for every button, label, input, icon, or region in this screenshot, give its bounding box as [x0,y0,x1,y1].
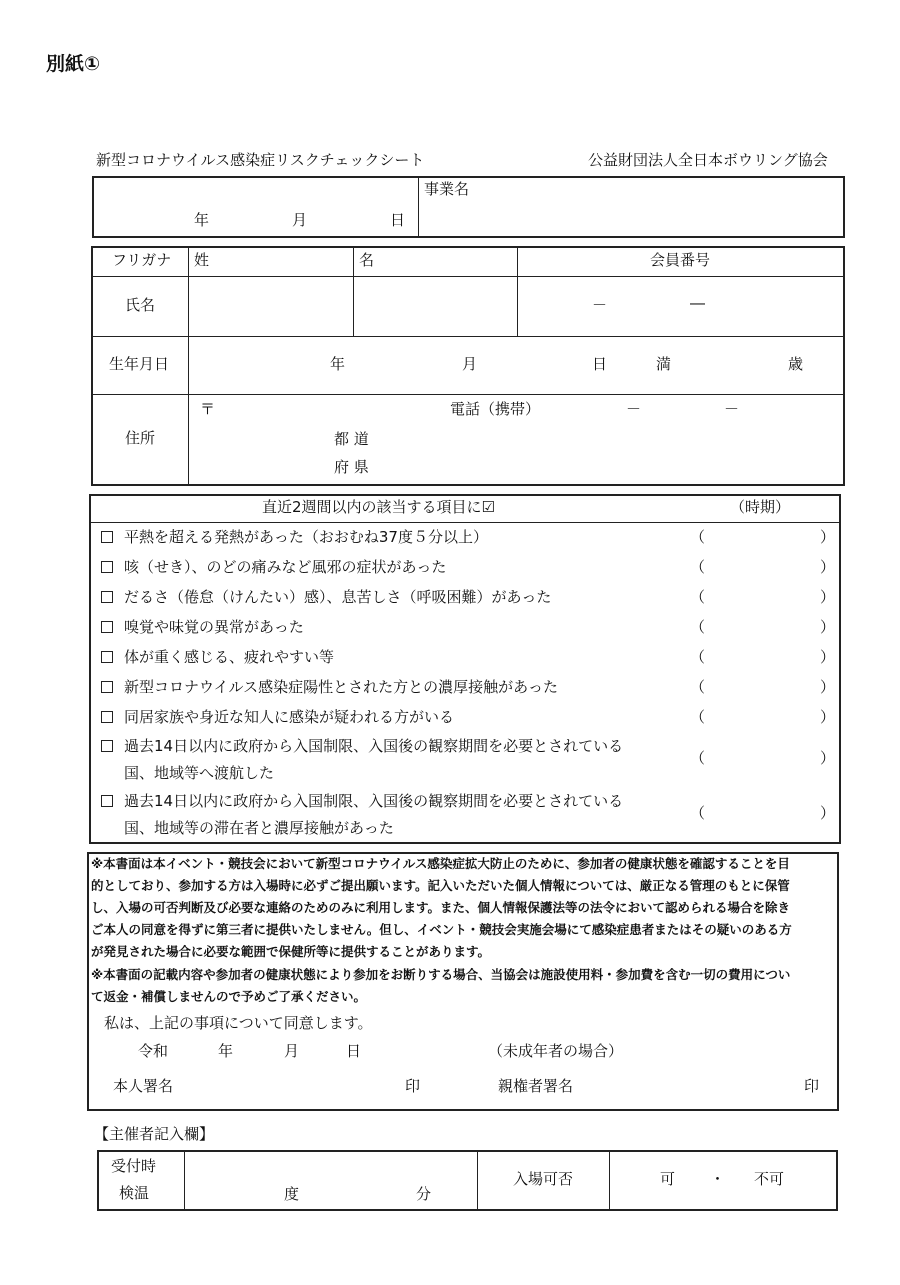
address-input[interactable] [192,424,838,482]
name-label: 氏名 [125,296,156,314]
entry-permission-label: 入場可否 [513,1170,574,1188]
organization-name: 公益財団法人全日本ボウリング協会 [588,151,828,169]
event-name-input[interactable] [430,200,830,230]
checklist-item-label-2: 国、地域等の滞在者と濃厚接触があった [124,819,394,837]
checklist-item-label: 体が重く感じる、疲れやすい等 [124,648,335,666]
date-day-label: 日 [390,211,406,229]
checkbox[interactable] [101,531,113,543]
first-name-input[interactable] [357,280,514,332]
checklist-item-label: 嗅覚や味覚の異常があった [124,618,304,636]
period-input[interactable] [706,748,816,768]
checklist-item-label: 同居家族や身近な知人に感染が疑われる方がいる [124,708,455,726]
period-open-paren: （ [690,588,706,606]
checklist-item-label: 新型コロナウイルス感染症陽性とされた方との濃厚接触があった [124,678,558,696]
checkbox[interactable] [101,621,113,633]
checkbox[interactable] [101,711,113,723]
checklist-header: 直近2週間以内の該当する項目に☑ [262,498,495,516]
consent-year-label: 年 [218,1042,234,1060]
period-input[interactable] [706,528,816,548]
member-number-dash-2: ― [690,294,705,312]
notice-line: て返金・補償しませんので予めご了承ください。 [91,989,367,1004]
prefecture-bottom-label: 府 県 [334,458,369,476]
reception-label-line2: 検温 [119,1184,150,1202]
period-open-paren: （ [690,558,706,576]
event-name-label: 事業名 [424,180,470,198]
checkbox[interactable] [101,740,113,752]
birth-date-label: 生年月日 [109,355,170,373]
notice-line: ※本書面は本イベント・競技会において新型コロナウイルス感染症拡大防止のために、参加者の健康状態を確認することを目 [91,856,790,871]
period-input[interactable] [706,803,816,823]
checklist-item-label-2: 国、地域等へ渡航した [124,764,275,782]
period-input[interactable] [706,618,816,638]
entry-ng-option[interactable]: 不可 [754,1170,785,1188]
postal-code-input[interactable] [215,398,440,420]
checklist-item-label: だるさ（倦怠（けんたい）感）、息苦しさ（呼吸困難）があった [124,588,552,606]
checkbox[interactable] [101,591,113,603]
address-label: 住所 [125,429,156,447]
period-close-paren: ） [820,749,836,767]
self-signature-label: 本人署名 [113,1077,174,1095]
organizer-section-label: 【主催者記入欄】 [94,1125,215,1143]
period-close-paren: ） [820,528,836,546]
period-input[interactable] [706,588,816,608]
attachment-label: 別紙① [46,53,101,75]
furigana-label: フリガナ [112,251,172,269]
notice-line: 的としており、参加する方は入場時に必ずご提出願います。記入いただいた個人情報については、厳正なる管理のもとに保管 [91,878,790,893]
checkbox[interactable] [101,651,113,663]
period-close-paren: ） [820,558,836,576]
period-input[interactable] [706,678,816,698]
consent-statement: 私は、上記の事項について同意します。 [104,1014,373,1032]
period-open-paren: （ [690,648,706,666]
birth-day-label: 日 [592,355,608,373]
option-separator: ・ [710,1170,726,1188]
era-label: 令和 [138,1042,169,1060]
period-input[interactable] [706,708,816,728]
checkbox[interactable] [101,795,113,807]
reception-label-line1: 受付時 [111,1157,157,1175]
last-name-input[interactable] [192,280,350,332]
postal-mark: 〒 [200,400,216,418]
guardian-signature-input[interactable] [585,1072,795,1100]
period-close-paren: ） [820,804,836,822]
period-open-paren: （ [690,678,706,696]
checkbox[interactable] [101,681,113,693]
temperature-degree-label: 度 [284,1185,300,1203]
checkbox[interactable] [101,561,113,573]
member-number-label: 会員番号 [650,251,711,269]
self-signature-input[interactable] [185,1072,400,1100]
checklist-item-label: 平熱を超える発熱があった（おおむね37度５分以上） [124,528,488,546]
period-open-paren: （ [690,749,706,767]
period-open-paren: （ [690,528,706,546]
date-year-label: 年 [194,211,210,229]
period-open-paren: （ [690,708,706,726]
self-seal-mark: 印 [405,1077,421,1095]
notice-line: ご本人の同意を得ずに第三者に提供いたしません。但し、イベント・競技会実施会場にて感染症患者またはその疑いのある方 [91,922,792,937]
form-title: 新型コロナウイルス感染症リスクチェックシート [96,151,425,169]
period-header: （時期） [730,498,791,516]
period-open-paren: （ [690,618,706,636]
prefecture-top-label: 都 道 [334,430,369,448]
guardian-signature-label: 親権者署名 [498,1077,574,1095]
period-close-paren: ） [820,588,836,606]
period-open-paren: （ [690,804,706,822]
period-close-paren: ） [820,708,836,726]
checklist-item-label: 過去14日以内に政府から入国制限、入国後の観察期間を必要とされている [124,737,624,755]
consent-day-label: 日 [346,1042,362,1060]
consent-month-label: 月 [284,1042,300,1060]
first-name-label: 名 [359,251,375,269]
temperature-input[interactable] [190,1155,472,1205]
period-close-paren: ） [820,648,836,666]
phone-dash-1: － [626,400,642,418]
phone-dash-2: － [724,400,740,418]
consent-date-input[interactable] [180,1040,360,1062]
birth-month-label: 月 [462,355,478,373]
last-name-label: 姓 [194,251,210,269]
member-number-dash: － [592,296,608,314]
birth-year-label: 年 [330,355,346,373]
period-input[interactable] [706,558,816,578]
age-full-label: 満 [656,355,672,373]
member-number-input[interactable] [522,280,840,332]
checklist-item-label: 過去14日以内に政府から入国制限、入国後の観察期間を必要とされている [124,792,624,810]
temperature-minute-label: 分 [416,1185,432,1203]
age-unit-label: 歳 [788,355,804,373]
phone-label: 電話（携帯） [450,400,541,418]
period-close-paren: ） [820,618,836,636]
birth-date-input[interactable] [192,340,840,390]
notice-line: ※本書面の記載内容や参加者の健康状態により参加をお断りする場合、当協会は施設使用料・参加費を含む一切の費用につい [91,967,791,982]
minor-case-label: （未成年者の場合） [488,1042,624,1060]
date-month-label: 月 [292,211,308,229]
guardian-seal-mark: 印 [804,1077,820,1095]
phone-input[interactable] [570,398,838,420]
period-close-paren: ） [820,678,836,696]
date-input[interactable] [200,200,380,220]
checklist-item-label: 咳（せき）、のどの痛みなど風邪の症状があった [124,558,447,576]
entry-ok-option[interactable]: 可 [660,1170,676,1188]
period-input[interactable] [706,648,816,668]
notice-line: し、入場の可否判断及び必要な連絡のためのみに利用します。また、個人情報保護法等の法令において認められる場合を除き [91,900,791,915]
notice-line: が発見された場合に必要な範囲で保健所等に提供することがあります。 [91,944,491,959]
